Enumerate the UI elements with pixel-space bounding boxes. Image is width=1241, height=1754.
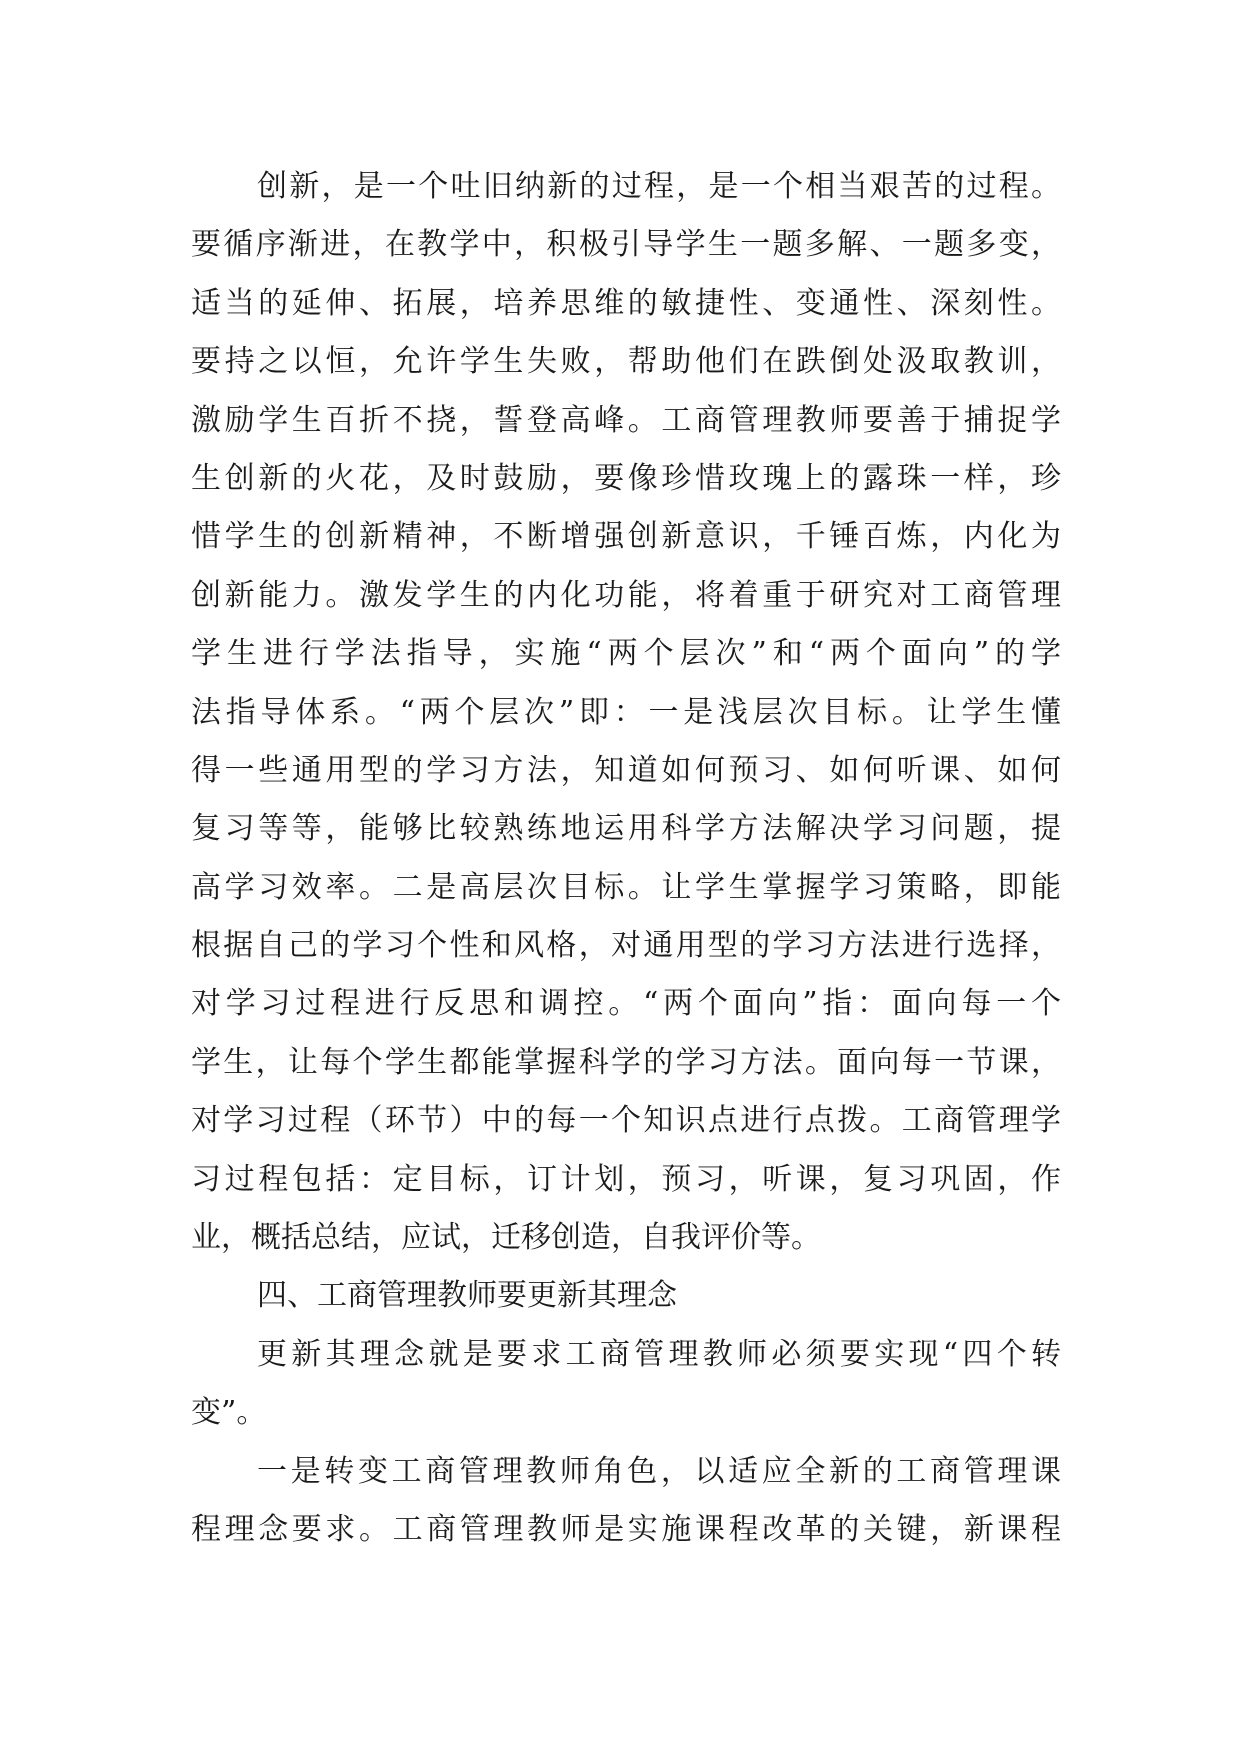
text-line: 学生，让每个学生都能掌握科学的学习方法。面向每一节课， <box>191 1044 1061 1080</box>
text-line: 生创新的火花，及时鼓励，要像珍惜玫瑰上的露珠一样，珍 <box>191 460 1061 496</box>
text-line: 要循序渐进，在教学中，积极引导学生一题多解、一题多变， <box>191 227 1061 263</box>
text-line: 激励学生百折不挠，誓登高峰。工商管理教师要善于捕捉学 <box>191 402 1061 438</box>
text-line: 得一些通用型的学习方法，知道如何预习、如何听课、如何 <box>191 752 1061 788</box>
text-line: 程理念要求。工商管理教师是实施课程改革的关键，新课程 <box>191 1511 1061 1547</box>
text-line: 惜学生的创新精神，不断增强创新意识，千锤百炼，内化为 <box>191 519 1061 555</box>
document-body <box>191 158 1061 1559</box>
text-line: 根据自己的学习个性和风格，对通用型的学习方法进行选择， <box>191 928 1061 964</box>
text-line: 法指导体系。“两个层次”即：一是浅层次目标。让学生懂 <box>191 694 1061 730</box>
text-line: 创新，是一个吐旧纳新的过程，是一个相当艰苦的过程。 <box>257 169 1061 204</box>
text-line: 变”。 <box>191 1395 267 1431</box>
text-line: 高学习效率。二是高层次目标。让学生掌握学习策略，即能 <box>191 869 1061 905</box>
text-line: 对学习过程进行反思和调控。“两个面向”指：面向每一个 <box>191 986 1061 1022</box>
text-line: 习过程包括：定目标，订计划，预习，听课，复习巩固，作 <box>191 1161 1061 1197</box>
text-line: 要持之以恒，允许学生失败，帮助他们在跌倒处汲取教训， <box>191 344 1061 380</box>
section-heading: 四、工商管理教师要更新其理念 <box>257 1278 677 1314</box>
text-line: 复习等等，能够比较熟练地运用科学方法解决学习问题，提 <box>191 811 1061 847</box>
text-line: 学生进行学法指导，实施“两个层次”和“两个面向”的学 <box>191 636 1061 672</box>
text-line: 一是转变工商管理教师角色，以适应全新的工商管理课 <box>257 1453 1061 1489</box>
text-line: 适当的延伸、拓展，培养思维的敏捷性、变通性、深刻性。 <box>191 285 1061 321</box>
text-line: 更新其理念就是要求工商管理教师必须要实现“四个转 <box>257 1336 1061 1372</box>
text-line: 创新能力。激发学生的内化功能，将着重于研究对工商管理 <box>191 577 1061 613</box>
text-line: 对学习过程（环节）中的每一个知识点进行点拨。工商管理学 <box>191 1103 1061 1139</box>
text-line: 业，概括总结，应试，迁移创造，自我评价等。 <box>191 1220 821 1256</box>
